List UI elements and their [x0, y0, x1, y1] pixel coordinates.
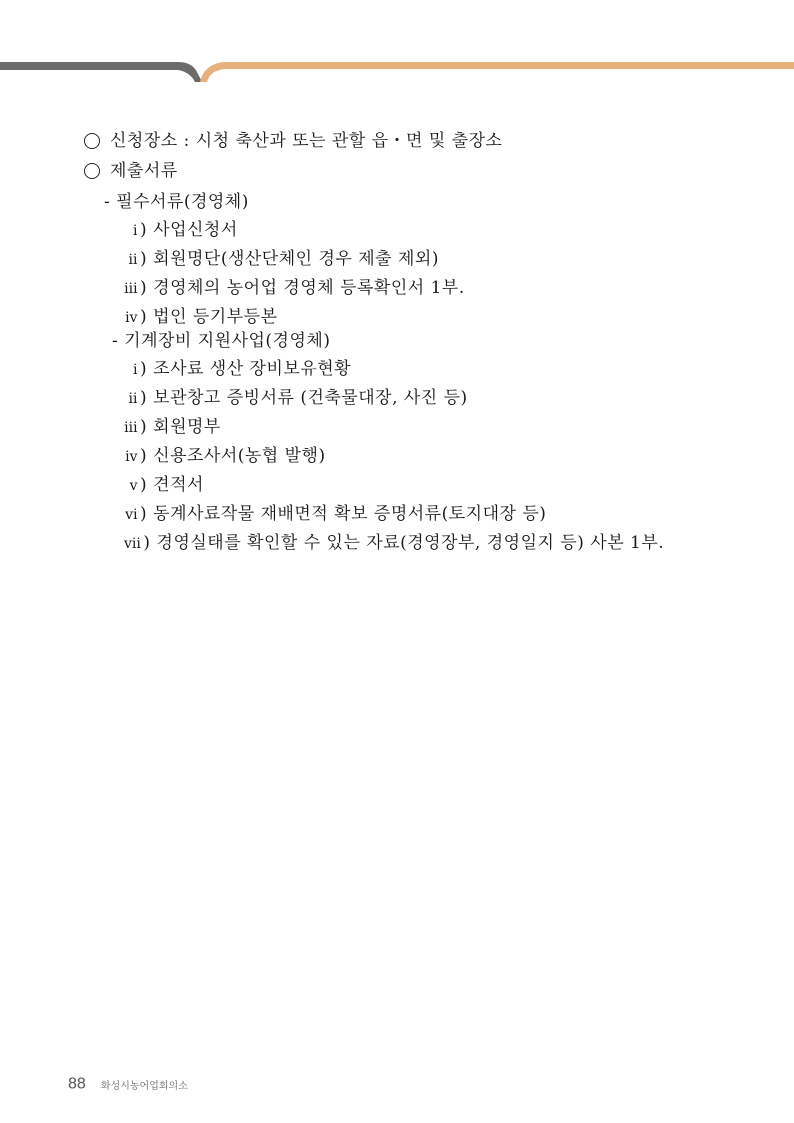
list-item-text: 회원명단(생산단체인 경우 제출 제외)	[153, 249, 439, 269]
list-item-text: 법인 등기부등본	[153, 307, 278, 327]
list-item-text: 사업신청서	[153, 220, 238, 240]
list-item-text: 신용조사서(농협 발행)	[153, 446, 326, 466]
roman-numeral: ⅲ	[124, 281, 138, 297]
header-gray-band	[0, 62, 202, 82]
header-orange-band	[200, 62, 794, 82]
list-item-roman: ⅲ ) 경영체의 농어업 경영체 등록확인서 1부.	[124, 278, 465, 298]
sub-heading-equipment	[112, 330, 330, 352]
roman-numeral: ⅳ	[125, 310, 138, 326]
roman-numeral: ⅱ	[128, 252, 138, 268]
list-item-roman: ⅵ ) 동계사료작물 재배면적 확보 증명서류(토지대장 등)	[125, 504, 547, 524]
list-item-roman: ⅱ ) 회원명단(생산단체인 경우 제출 제외)	[124, 248, 439, 271]
sub-heading-required	[104, 191, 249, 213]
list-item-text: 제출서류	[110, 161, 178, 181]
page-footer	[68, 1074, 188, 1094]
list-item-roman: ⅲ ) 회원명부	[124, 417, 221, 437]
footer-org-name: 화성시농어업회의소	[100, 1081, 188, 1092]
roman-numeral: ⅶ	[124, 536, 142, 552]
page-number: 88	[68, 1075, 86, 1093]
roman-numeral: ⅰ	[133, 223, 138, 239]
list-item-roman: ⅴ ) 견적서	[124, 474, 204, 497]
roman-numeral: ⅲ	[124, 420, 138, 436]
list-item-documents	[84, 160, 178, 182]
roman-numeral: ⅴ	[129, 478, 138, 494]
list-item-text: 신청장소 : 시청 축산과 또는 관할 읍・면 및 출장소	[110, 131, 503, 151]
list-item-roman: ⅰ ) 사업신청서	[124, 219, 238, 242]
sub-heading-text: - 기계장비 지원사업(경영체)	[112, 331, 331, 351]
sub-heading-text: - 필수서류(경영체)	[104, 192, 249, 212]
circle-bullet-icon	[84, 133, 100, 149]
roman-numeral: ⅳ	[125, 449, 138, 465]
list-item-roman: ⅳ ) 법인 등기부등본	[125, 307, 278, 327]
roman-numeral: ⅰ	[133, 362, 138, 378]
list-item-roman: ⅱ ) 보관창고 증빙서류 (건축물대장, 사진 등)	[124, 387, 468, 410]
roman-numeral: ⅱ	[128, 391, 138, 407]
list-item-text: 동계사료작물 재배면적 확보 증명서류(토지대장 등)	[153, 504, 547, 524]
list-item-text: 보관창고 증빙서류 (건축물대장, 사진 등)	[153, 388, 468, 408]
list-item-roman: ⅳ ) 신용조사서(농협 발행)	[125, 446, 326, 466]
roman-numeral: ⅵ	[125, 507, 138, 523]
header-decoration	[0, 0, 794, 90]
list-item-location	[84, 130, 502, 152]
list-item-text: 경영체의 농어업 경영체 등록확인서 1부.	[153, 278, 465, 298]
list-item-text: 조사료 생산 장비보유현황	[153, 359, 352, 379]
list-item-text: 견적서	[153, 475, 204, 495]
list-item-roman: ⅶ ) 경영실태를 확인할 수 있는 자료(경영장부, 경영일지 등) 사본 1부.	[124, 533, 665, 553]
list-item-roman: ⅰ ) 조사료 생산 장비보유현황	[124, 358, 351, 381]
circle-bullet-icon	[84, 163, 100, 179]
list-item-text: 경영실태를 확인할 수 있는 자료(경영장부, 경영일지 등) 사본 1부.	[156, 533, 665, 553]
list-item-text: 회원명부	[153, 417, 221, 437]
